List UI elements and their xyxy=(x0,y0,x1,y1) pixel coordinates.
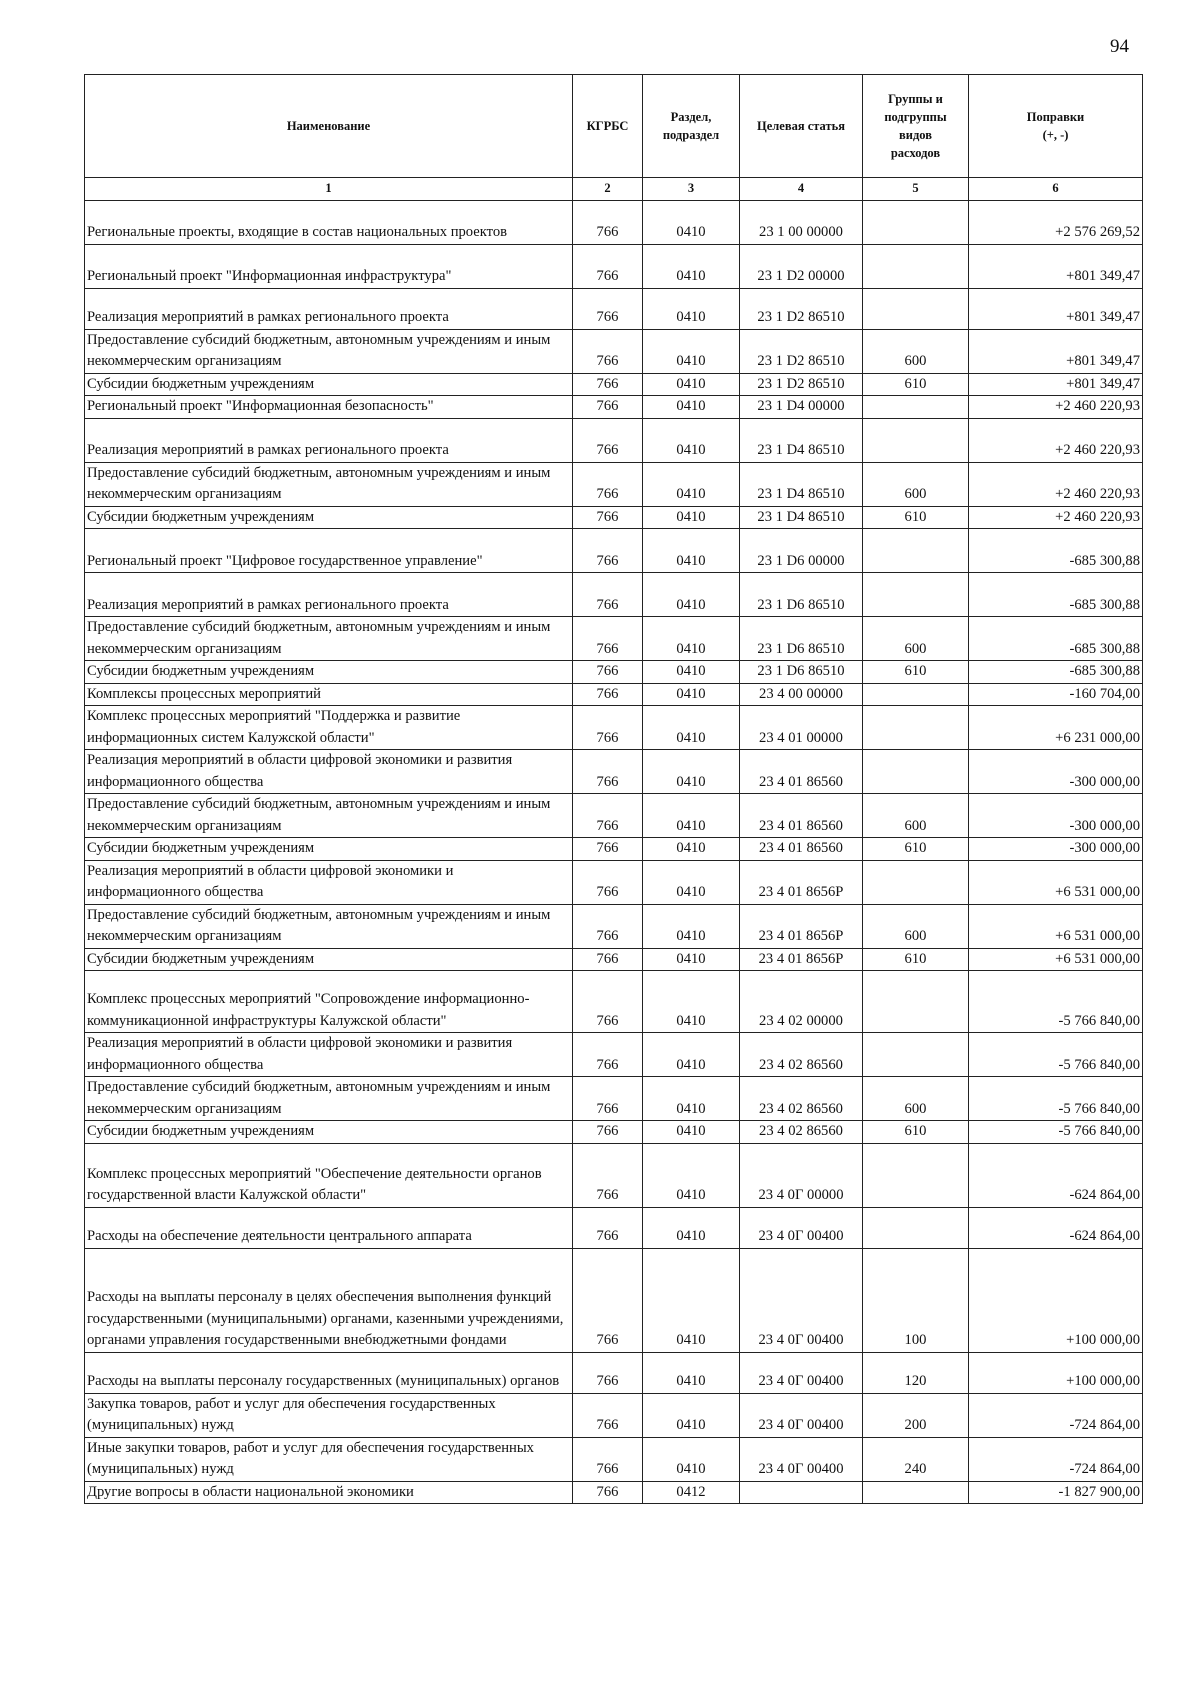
row-name: Реализация мероприятий в рамках регионального проекта xyxy=(85,418,573,462)
row-amendment: +6 531 000,00 xyxy=(969,860,1143,904)
row-expense-group: 610 xyxy=(863,373,969,396)
row-name: Субсидии бюджетным учреждениям xyxy=(85,838,573,861)
row-target-article: 23 1 D6 86510 xyxy=(740,661,863,684)
row-kgrbs: 766 xyxy=(573,1077,643,1121)
table-row xyxy=(85,288,1143,329)
row-name: Другие вопросы в области национальной экономики xyxy=(85,1481,573,1504)
row-kgrbs: 766 xyxy=(573,1033,643,1077)
table-row xyxy=(85,1481,1143,1504)
row-name: Субсидии бюджетным учреждениям xyxy=(85,1121,573,1144)
row-kgrbs: 766 xyxy=(573,794,643,838)
row-section: 0410 xyxy=(643,904,740,948)
row-name: Комплекс процессных мероприятий "Сопровождение информационно-коммуникационной инфраструктуры Калужской области" xyxy=(85,971,573,1033)
row-name: Субсидии бюджетным учреждениям xyxy=(85,661,573,684)
row-name: Субсидии бюджетным учреждениям xyxy=(85,506,573,529)
row-kgrbs: 766 xyxy=(573,661,643,684)
row-kgrbs: 766 xyxy=(573,1121,643,1144)
table-row xyxy=(85,1248,1143,1352)
row-target-article: 23 1 D4 00000 xyxy=(740,396,863,419)
row-expense-group: 100 xyxy=(863,1248,969,1352)
row-name: Реализация мероприятий в рамках регионального проекта xyxy=(85,573,573,617)
table-row xyxy=(85,794,1143,838)
row-amendment: -5 766 840,00 xyxy=(969,1033,1143,1077)
row-expense-group xyxy=(863,1143,969,1207)
table-row xyxy=(85,1143,1143,1207)
row-amendment: -685 300,88 xyxy=(969,661,1143,684)
row-section: 0410 xyxy=(643,1121,740,1144)
row-expense-group: 240 xyxy=(863,1437,969,1481)
row-section: 0410 xyxy=(643,288,740,329)
row-name: Региональный проект "Цифровое государственное управление" xyxy=(85,529,573,573)
table-row xyxy=(85,329,1143,373)
row-amendment: -685 300,88 xyxy=(969,617,1143,661)
table-row xyxy=(85,971,1143,1033)
row-target-article: 23 1 D2 86510 xyxy=(740,373,863,396)
row-section: 0410 xyxy=(643,329,740,373)
table-row xyxy=(85,1393,1143,1437)
row-amendment: -624 864,00 xyxy=(969,1207,1143,1248)
header-amend-line1: Поправки xyxy=(1026,109,1085,124)
header-amendments xyxy=(969,75,1143,178)
row-expense-group xyxy=(863,288,969,329)
row-expense-group xyxy=(863,683,969,706)
row-section: 0410 xyxy=(643,1248,740,1352)
row-name: Реализация мероприятий в области цифровой экономики и развития информационного общества xyxy=(85,1033,573,1077)
table-row xyxy=(85,373,1143,396)
row-amendment: +2 460 220,93 xyxy=(969,506,1143,529)
row-kgrbs: 766 xyxy=(573,329,643,373)
row-expense-group: 600 xyxy=(863,462,969,506)
table-row xyxy=(85,838,1143,861)
row-target-article: 23 4 0Г 00400 xyxy=(740,1437,863,1481)
row-section: 0410 xyxy=(643,1033,740,1077)
row-expense-group: 600 xyxy=(863,794,969,838)
row-name: Предоставление субсидий бюджетным, автономным учреждениям и иным некоммерческим организациям xyxy=(85,617,573,661)
row-target-article: 23 4 01 8656Р xyxy=(740,948,863,971)
row-kgrbs: 766 xyxy=(573,1352,643,1393)
row-kgrbs: 766 xyxy=(573,1481,643,1504)
row-expense-group: 610 xyxy=(863,948,969,971)
row-expense-group xyxy=(863,706,969,750)
row-target-article: 23 4 01 86560 xyxy=(740,838,863,861)
row-name: Предоставление субсидий бюджетным, автономным учреждениям и иным некоммерческим организациям xyxy=(85,329,573,373)
row-kgrbs: 766 xyxy=(573,971,643,1033)
row-expense-group xyxy=(863,1033,969,1077)
row-expense-group: 600 xyxy=(863,329,969,373)
column-number: 5 xyxy=(863,178,969,201)
header-row xyxy=(85,75,1143,178)
row-amendment: +2 460 220,93 xyxy=(969,418,1143,462)
header-amend-line2: (+, -) xyxy=(1042,128,1069,142)
row-amendment: -300 000,00 xyxy=(969,838,1143,861)
budget-amendments-table xyxy=(84,74,1143,1504)
row-section: 0410 xyxy=(643,1437,740,1481)
row-kgrbs: 766 xyxy=(573,838,643,861)
row-kgrbs: 766 xyxy=(573,573,643,617)
row-kgrbs: 766 xyxy=(573,418,643,462)
row-target-article: 23 1 D2 86510 xyxy=(740,288,863,329)
row-name: Предоставление субсидий бюджетным, автономным учреждениям и иным некоммерческим организациям xyxy=(85,794,573,838)
header-section-line2: подраздел xyxy=(662,128,720,142)
header-group xyxy=(863,75,969,178)
row-name: Расходы на выплаты персоналу государственных (муниципальных) органов xyxy=(85,1352,573,1393)
row-section: 0410 xyxy=(643,418,740,462)
row-name: Реализация мероприятий в области цифровой экономики и информационного общества xyxy=(85,860,573,904)
row-target-article: 23 4 0Г 00400 xyxy=(740,1393,863,1437)
row-section: 0410 xyxy=(643,1207,740,1248)
row-section: 0410 xyxy=(643,1143,740,1207)
row-target-article xyxy=(740,1481,863,1504)
row-expense-group xyxy=(863,750,969,794)
table-row xyxy=(85,1207,1143,1248)
row-kgrbs: 766 xyxy=(573,1143,643,1207)
table-body xyxy=(85,200,1143,1504)
row-section: 0410 xyxy=(643,529,740,573)
row-target-article: 23 4 0Г 00400 xyxy=(740,1207,863,1248)
row-name: Комплексы процессных мероприятий xyxy=(85,683,573,706)
table-row xyxy=(85,200,1143,244)
row-target-article: 23 4 01 8656Р xyxy=(740,904,863,948)
row-target-article: 23 4 00 00000 xyxy=(740,683,863,706)
row-name: Расходы на выплаты персоналу в целях обеспечения выполнения функций государственными (муниципальными) органами, казенными учреждениями, органами управления государственными внебюджетными фондами xyxy=(85,1248,573,1352)
row-section: 0412 xyxy=(643,1481,740,1504)
row-section: 0410 xyxy=(643,373,740,396)
row-kgrbs: 766 xyxy=(573,860,643,904)
row-section: 0410 xyxy=(643,750,740,794)
table-row xyxy=(85,904,1143,948)
row-section: 0410 xyxy=(643,200,740,244)
table-row xyxy=(85,573,1143,617)
row-section: 0410 xyxy=(643,396,740,419)
table-row xyxy=(85,661,1143,684)
row-target-article: 23 4 0Г 00400 xyxy=(740,1248,863,1352)
row-expense-group: 600 xyxy=(863,904,969,948)
column-number: 6 xyxy=(969,178,1143,201)
row-kgrbs: 766 xyxy=(573,904,643,948)
header-target: Целевая статья xyxy=(740,75,863,178)
table-row xyxy=(85,529,1143,573)
row-amendment: -685 300,88 xyxy=(969,529,1143,573)
row-expense-group xyxy=(863,396,969,419)
row-kgrbs: 766 xyxy=(573,750,643,794)
row-name: Предоставление субсидий бюджетным, автономным учреждениям и иным некоммерческим организациям xyxy=(85,462,573,506)
row-name: Региональные проекты, входящие в состав национальных проектов xyxy=(85,200,573,244)
page-number: 94 xyxy=(1110,36,1129,57)
row-expense-group xyxy=(863,200,969,244)
row-name: Субсидии бюджетным учреждениям xyxy=(85,948,573,971)
row-kgrbs: 766 xyxy=(573,1248,643,1352)
row-target-article: 23 1 D4 86510 xyxy=(740,506,863,529)
table-row xyxy=(85,418,1143,462)
row-expense-group xyxy=(863,418,969,462)
row-name: Иные закупки товаров, работ и услуг для обеспечения государственных (муниципальных) нужд xyxy=(85,1437,573,1481)
row-amendment: +6 531 000,00 xyxy=(969,948,1143,971)
row-kgrbs: 766 xyxy=(573,948,643,971)
row-expense-group xyxy=(863,860,969,904)
header-name: Наименование xyxy=(85,75,573,178)
row-amendment: +2 460 220,93 xyxy=(969,396,1143,419)
row-name: Закупка товаров, работ и услуг для обеспечения государственных (муниципальных) нужд xyxy=(85,1393,573,1437)
header-group-line1: Группы и xyxy=(888,91,943,106)
table-row xyxy=(85,750,1143,794)
row-section: 0410 xyxy=(643,860,740,904)
table-row xyxy=(85,1121,1143,1144)
row-section: 0410 xyxy=(643,706,740,750)
row-expense-group xyxy=(863,1481,969,1504)
row-amendment: +801 349,47 xyxy=(969,329,1143,373)
header-section-line1: Раздел, xyxy=(670,109,712,124)
row-expense-group xyxy=(863,573,969,617)
row-target-article: 23 4 01 86560 xyxy=(740,794,863,838)
row-expense-group xyxy=(863,1207,969,1248)
row-kgrbs: 766 xyxy=(573,1207,643,1248)
row-name: Реализация мероприятий в области цифровой экономики и развития информационного общества xyxy=(85,750,573,794)
table-row xyxy=(85,948,1143,971)
row-expense-group: 610 xyxy=(863,506,969,529)
row-kgrbs: 766 xyxy=(573,373,643,396)
row-name: Субсидии бюджетным учреждениям xyxy=(85,373,573,396)
row-kgrbs: 766 xyxy=(573,244,643,288)
row-amendment: +801 349,47 xyxy=(969,244,1143,288)
header-kgrbs: КГРБС xyxy=(573,75,643,178)
row-target-article: 23 4 02 86560 xyxy=(740,1033,863,1077)
row-name: Региональный проект "Информационная инфраструктура" xyxy=(85,244,573,288)
row-target-article: 23 4 01 00000 xyxy=(740,706,863,750)
row-section: 0410 xyxy=(643,617,740,661)
row-expense-group: 600 xyxy=(863,1077,969,1121)
row-amendment: -724 864,00 xyxy=(969,1437,1143,1481)
table-row xyxy=(85,860,1143,904)
row-section: 0410 xyxy=(643,794,740,838)
row-section: 0410 xyxy=(643,948,740,971)
row-target-article: 23 1 D6 86510 xyxy=(740,617,863,661)
table-row xyxy=(85,396,1143,419)
row-name: Реализация мероприятий в рамках регионального проекта xyxy=(85,288,573,329)
table-row xyxy=(85,683,1143,706)
row-section: 0410 xyxy=(643,573,740,617)
row-name: Расходы на обеспечение деятельности центрального аппарата xyxy=(85,1207,573,1248)
row-kgrbs: 766 xyxy=(573,396,643,419)
row-target-article: 23 1 D4 86510 xyxy=(740,462,863,506)
column-number: 1 xyxy=(85,178,573,201)
row-target-article: 23 4 02 86560 xyxy=(740,1077,863,1121)
row-amendment: +6 231 000,00 xyxy=(969,706,1143,750)
row-amendment: +801 349,47 xyxy=(969,373,1143,396)
row-amendment: +100 000,00 xyxy=(969,1248,1143,1352)
row-target-article: 23 4 0Г 00000 xyxy=(740,1143,863,1207)
row-section: 0410 xyxy=(643,661,740,684)
row-expense-group: 200 xyxy=(863,1393,969,1437)
row-amendment: +2 460 220,93 xyxy=(969,462,1143,506)
row-expense-group: 610 xyxy=(863,838,969,861)
header-group-line4: расходов xyxy=(890,146,941,161)
row-amendment: +2 576 269,52 xyxy=(969,200,1143,244)
table-row xyxy=(85,706,1143,750)
row-amendment: +100 000,00 xyxy=(969,1352,1143,1393)
row-kgrbs: 766 xyxy=(573,529,643,573)
table-row xyxy=(85,617,1143,661)
header-section xyxy=(643,75,740,178)
row-name: Предоставление субсидий бюджетным, автономным учреждениям и иным некоммерческим организациям xyxy=(85,1077,573,1121)
row-section: 0410 xyxy=(643,1393,740,1437)
row-amendment: -300 000,00 xyxy=(969,794,1143,838)
row-expense-group xyxy=(863,529,969,573)
row-section: 0410 xyxy=(643,506,740,529)
row-section: 0410 xyxy=(643,244,740,288)
row-target-article: 23 1 D2 86510 xyxy=(740,329,863,373)
row-kgrbs: 766 xyxy=(573,506,643,529)
row-section: 0410 xyxy=(643,1352,740,1393)
row-amendment: -160 704,00 xyxy=(969,683,1143,706)
header-group-line3: видов xyxy=(899,128,932,142)
row-amendment: -1 827 900,00 xyxy=(969,1481,1143,1504)
table-row xyxy=(85,462,1143,506)
row-expense-group: 120 xyxy=(863,1352,969,1393)
table-row xyxy=(85,1033,1143,1077)
row-name: Комплекс процессных мероприятий "Поддержка и развитие информационных систем Калужской области" xyxy=(85,706,573,750)
row-amendment: +801 349,47 xyxy=(969,288,1143,329)
row-section: 0410 xyxy=(643,462,740,506)
row-kgrbs: 766 xyxy=(573,288,643,329)
table-row xyxy=(85,1077,1143,1121)
row-target-article: 23 4 02 00000 xyxy=(740,971,863,1033)
table-row xyxy=(85,244,1143,288)
column-number: 3 xyxy=(643,178,740,201)
row-amendment: -624 864,00 xyxy=(969,1143,1143,1207)
row-amendment: +6 531 000,00 xyxy=(969,904,1143,948)
row-kgrbs: 766 xyxy=(573,1393,643,1437)
row-amendment: -685 300,88 xyxy=(969,573,1143,617)
row-section: 0410 xyxy=(643,838,740,861)
header-group-line2: подгруппы xyxy=(884,109,947,124)
row-expense-group: 600 xyxy=(863,617,969,661)
row-kgrbs: 766 xyxy=(573,200,643,244)
row-target-article: 23 1 D6 86510 xyxy=(740,573,863,617)
row-kgrbs: 766 xyxy=(573,462,643,506)
row-kgrbs: 766 xyxy=(573,683,643,706)
row-amendment: -5 766 840,00 xyxy=(969,1121,1143,1144)
row-name: Комплекс процессных мероприятий "Обеспечение деятельности органов государственной власти Калужской области" xyxy=(85,1143,573,1207)
table-row xyxy=(85,506,1143,529)
row-target-article: 23 1 D6 00000 xyxy=(740,529,863,573)
row-amendment: -5 766 840,00 xyxy=(969,1077,1143,1121)
row-amendment: -724 864,00 xyxy=(969,1393,1143,1437)
row-name: Предоставление субсидий бюджетным, автономным учреждениям и иным некоммерческим организациям xyxy=(85,904,573,948)
table-row xyxy=(85,1437,1143,1481)
column-number-row xyxy=(85,178,1143,201)
row-amendment: -5 766 840,00 xyxy=(969,971,1143,1033)
row-expense-group xyxy=(863,244,969,288)
column-number: 2 xyxy=(573,178,643,201)
row-expense-group: 610 xyxy=(863,1121,969,1144)
row-expense-group xyxy=(863,971,969,1033)
row-target-article: 23 4 02 86560 xyxy=(740,1121,863,1144)
row-name: Региональный проект "Информационная безопасность" xyxy=(85,396,573,419)
row-section: 0410 xyxy=(643,683,740,706)
row-kgrbs: 766 xyxy=(573,706,643,750)
row-target-article: 23 1 D4 86510 xyxy=(740,418,863,462)
row-section: 0410 xyxy=(643,971,740,1033)
row-target-article: 23 4 01 86560 xyxy=(740,750,863,794)
row-amendment: -300 000,00 xyxy=(969,750,1143,794)
row-target-article: 23 1 D2 00000 xyxy=(740,244,863,288)
row-target-article: 23 4 0Г 00400 xyxy=(740,1352,863,1393)
row-expense-group: 610 xyxy=(863,661,969,684)
row-kgrbs: 766 xyxy=(573,1437,643,1481)
row-target-article: 23 4 01 8656Р xyxy=(740,860,863,904)
row-target-article: 23 1 00 00000 xyxy=(740,200,863,244)
row-section: 0410 xyxy=(643,1077,740,1121)
table-row xyxy=(85,1352,1143,1393)
row-kgrbs: 766 xyxy=(573,617,643,661)
column-number: 4 xyxy=(740,178,863,201)
